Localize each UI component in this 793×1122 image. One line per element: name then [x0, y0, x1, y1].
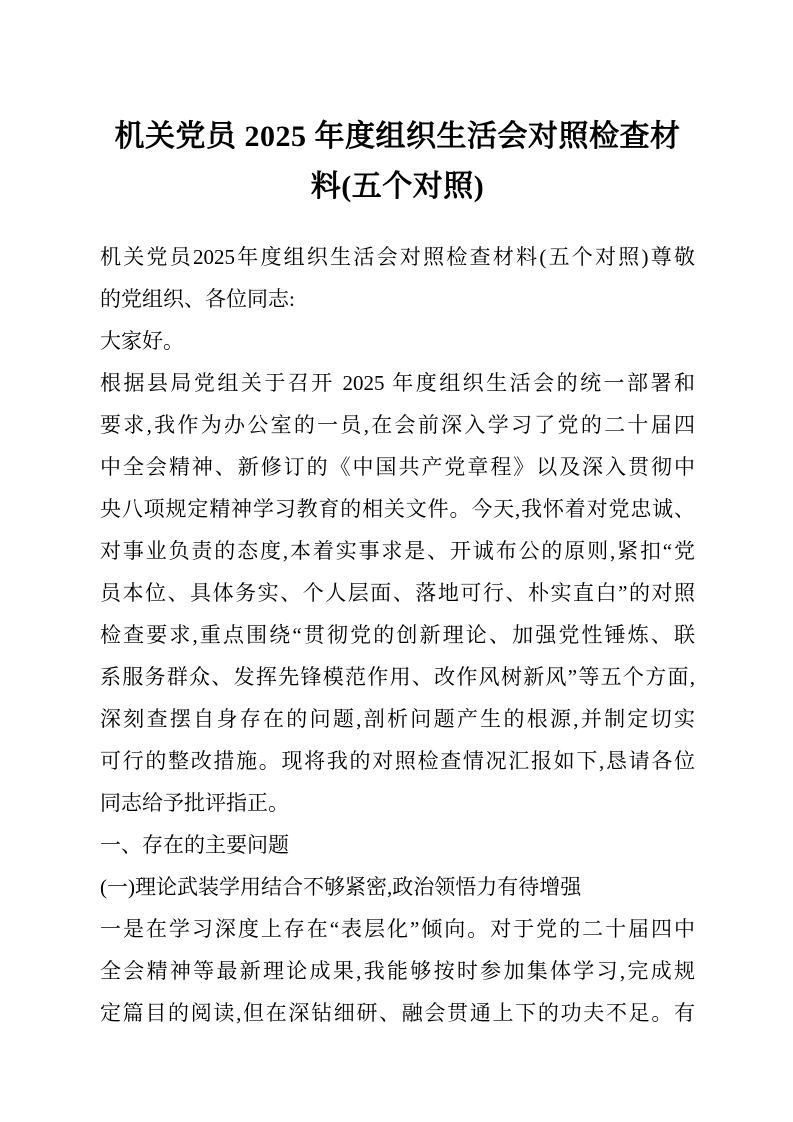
body-line: 全会精神等最新理论成果,我能够按时参加集体学习,完成规 — [100, 959, 695, 983]
body-line: 对事业负责的态度,本着实事求是、开诚布公的原则,紧扣“党 — [100, 539, 695, 563]
body-line: 根据县局党组关于召开 2025 年度组织生活会的统一部署和 — [100, 371, 695, 395]
body-line: 机关党员2025年度组织生活会对照检查材料(五个对照)尊敬 — [100, 245, 695, 269]
body-line: 的党组织、各位同志: — [100, 287, 295, 311]
body-line: 系服务群众、发挥先锋模范作用、改作风树新风”等五个方面, — [100, 665, 695, 689]
body-line: 一、存在的主要问题 — [100, 833, 289, 857]
body-line: 一是在学习深度上存在“表层化”倾向。对于党的二十届四中 — [100, 917, 695, 941]
document-body — [100, 236, 695, 1034]
body-line: 检查要求,重点围绕“贯彻党的创新理论、加强党性锤炼、联 — [100, 623, 695, 647]
body-line: 央八项规定精神学习教育的相关文件。今天,我怀着对党忠诚、 — [100, 497, 695, 521]
document-title-line-2: 料(五个对照) — [310, 170, 485, 203]
document-title — [100, 112, 695, 212]
document-title-line-1: 机关党员 2025 年度组织生活会对照检查材 — [114, 120, 681, 153]
body-line: 大家好。 — [100, 329, 184, 353]
body-line: 定篇目的阅读,但在深钻细研、融会贯通上下的功夫不足。有 — [100, 1001, 695, 1025]
body-line: 深刻查摆自身存在的问题,剖析问题产生的根源,并制定切实 — [100, 707, 695, 731]
body-line: 可行的整改措施。现将我的对照检查情况汇报如下,恳请各位 — [100, 749, 695, 773]
document-content — [100, 112, 695, 1034]
body-line: 同志给予批评指正。 — [100, 791, 289, 815]
body-line: 要求,我作为办公室的一员,在会前深入学习了党的二十届四 — [100, 413, 695, 437]
body-line: 中全会精神、新修订的《中国共产党章程》以及深入贯彻中 — [100, 455, 695, 479]
body-line: 员本位、具体务实、个人层面、落地可行、朴实直白”的对照 — [100, 581, 695, 605]
body-line: (一)理论武装学用结合不够紧密,政治领悟力有待增强 — [100, 875, 582, 899]
